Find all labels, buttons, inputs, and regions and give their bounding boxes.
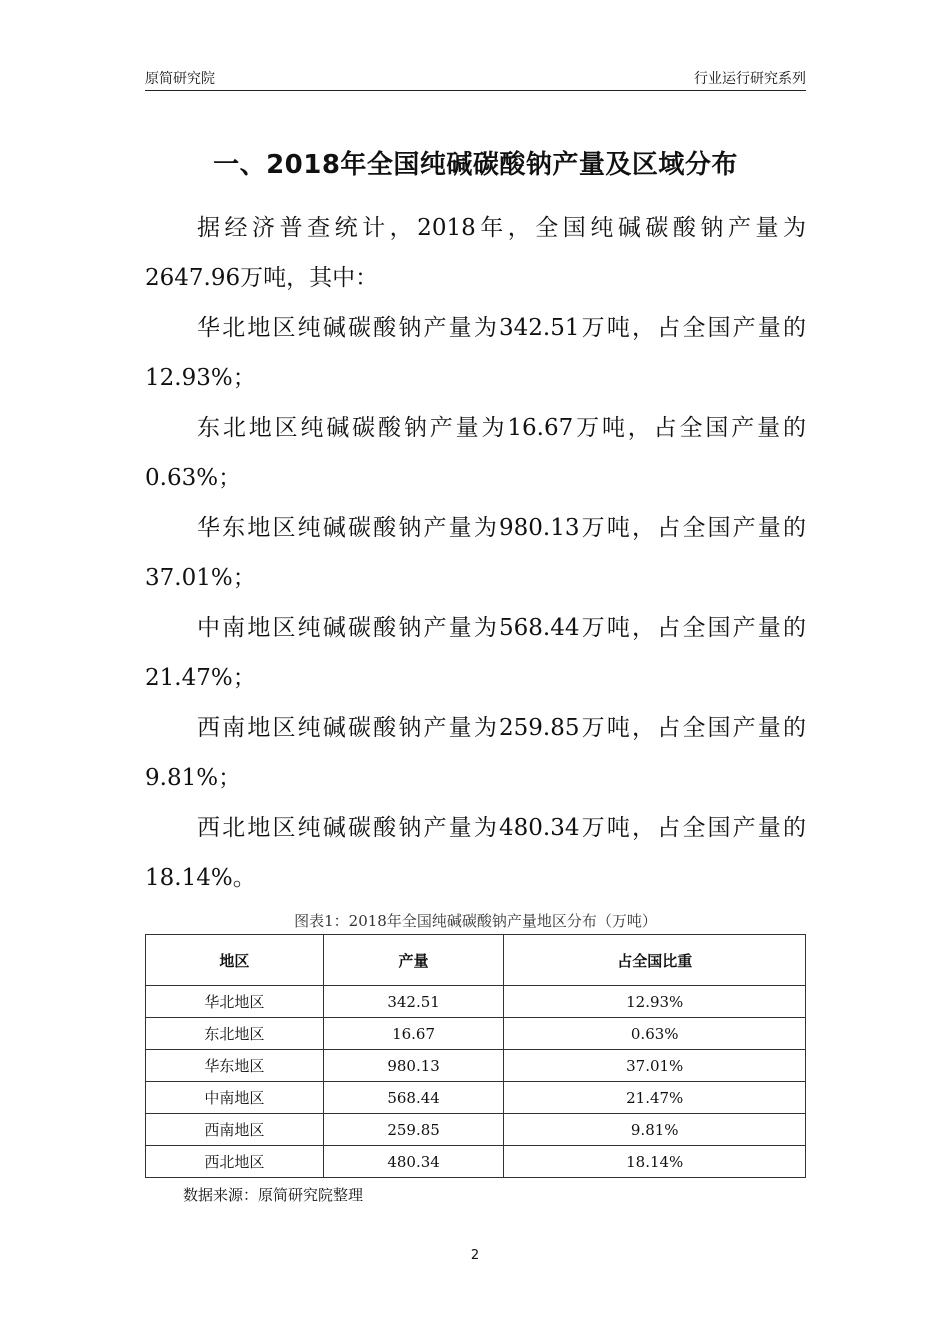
header-share: 占全国比重	[504, 935, 806, 986]
cell-region: 中南地区	[146, 1082, 324, 1114]
body-text	[145, 203, 806, 903]
header-org-name: 原简研究院	[145, 71, 215, 87]
paragraph-intro: 据经济普查统计，2018年，全国纯碱碳酸钠产量为2647.96万吨，其中：	[145, 215, 806, 291]
cell-share: 12.93%	[504, 986, 806, 1018]
table-row	[146, 1018, 806, 1050]
paragraph-central-south: 中南地区纯碱碳酸钠产量为568.44万吨，占全国产量的21.47%；	[145, 615, 806, 691]
paragraph-northeast: 东北地区纯碱碳酸钠产量为16.67万吨，占全国产量的0.63%；	[145, 415, 806, 491]
cell-share: 37.01%	[504, 1050, 806, 1082]
cell-output: 259.85	[323, 1114, 504, 1146]
page-number: 2	[470, 1248, 480, 1263]
table-caption: 图表1：2018年全国纯碱碳酸钠产量地区分布（万吨）	[294, 912, 657, 930]
data-source-note: 数据来源：原简研究院整理	[183, 1186, 364, 1204]
paragraph-southwest: 西南地区纯碱碳酸钠产量为259.85万吨，占全国产量的9.81%；	[145, 715, 806, 791]
cell-region: 西南地区	[146, 1114, 324, 1146]
table-row	[146, 1114, 806, 1146]
production-table	[145, 934, 806, 1178]
paragraph-east-china: 华东地区纯碱碳酸钠产量为980.13万吨，占全国产量的37.01%；	[145, 515, 806, 591]
cell-region: 西北地区	[146, 1146, 324, 1178]
cell-share: 0.63%	[504, 1018, 806, 1050]
cell-region: 华东地区	[146, 1050, 324, 1082]
table-row	[146, 1146, 806, 1178]
table-header-row	[146, 935, 806, 986]
cell-share: 18.14%	[504, 1146, 806, 1178]
cell-share: 9.81%	[504, 1114, 806, 1146]
cell-output: 980.13	[323, 1050, 504, 1082]
paragraph-north-china: 华北地区纯碱碳酸钠产量为342.51万吨，占全国产量的12.93%；	[145, 315, 806, 391]
header-region: 地区	[146, 935, 324, 986]
cell-output: 342.51	[323, 986, 504, 1018]
table-row	[146, 1082, 806, 1114]
cell-output: 16.67	[323, 1018, 504, 1050]
table-row	[146, 1050, 806, 1082]
page-header	[145, 68, 806, 91]
cell-share: 21.47%	[504, 1082, 806, 1114]
cell-region: 东北地区	[146, 1018, 324, 1050]
header-output: 产量	[323, 935, 504, 986]
header-series-name: 行业运行研究系列	[694, 71, 806, 87]
paragraph-northwest: 西北地区纯碱碳酸钠产量为480.34万吨，占全国产量的18.14%。	[145, 815, 806, 891]
table-row	[146, 986, 806, 1018]
cell-output: 480.34	[323, 1146, 504, 1178]
section-title: 一、2018年全国纯碱碳酸钠产量及区域分布	[213, 150, 738, 180]
cell-output: 568.44	[323, 1082, 504, 1114]
cell-region: 华北地区	[146, 986, 324, 1018]
